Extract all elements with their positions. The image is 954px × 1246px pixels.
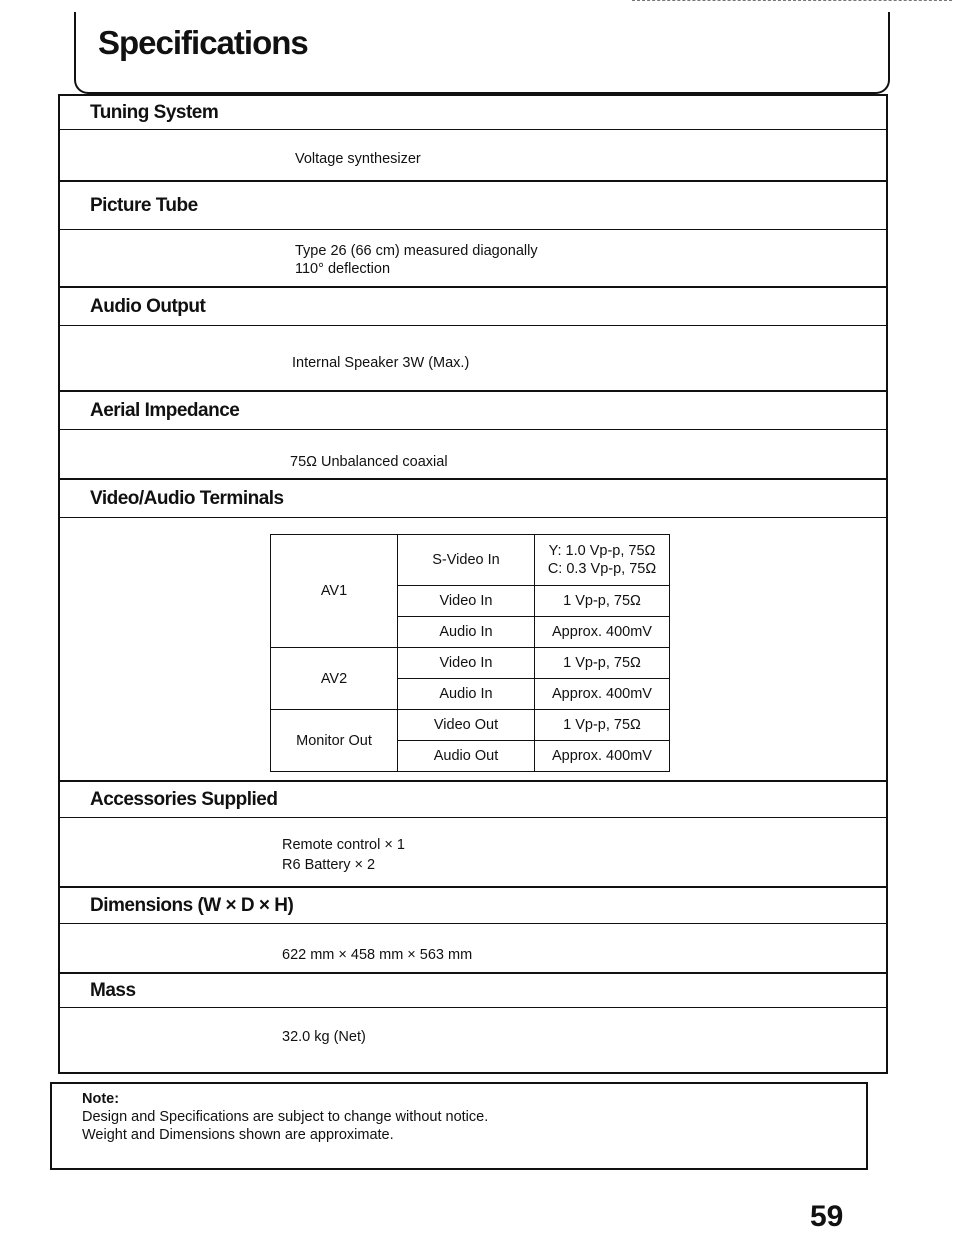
picture-tube-deflection: 110° deflection bbox=[295, 261, 391, 277]
note-label: Note: bbox=[82, 1091, 120, 1107]
av1-audio-in-label: Audio In bbox=[398, 617, 535, 648]
note-box bbox=[50, 1082, 868, 1170]
tuning-system-value: Voltage synthesizer bbox=[295, 151, 421, 167]
note-line-weight: Weight and Dimensions shown are approximate. bbox=[82, 1127, 394, 1143]
accessory-remote-control: Remote control × 1 bbox=[282, 837, 405, 853]
svideo-c-value: C: 0.3 Vp-p, 75Ω bbox=[547, 561, 657, 577]
table-row bbox=[271, 710, 670, 741]
monitor-video-out-label: Video Out bbox=[398, 710, 535, 741]
monitor-video-out-value: 1 Vp-p, 75Ω bbox=[535, 710, 670, 741]
heading-picture-tube: Picture Tube bbox=[60, 180, 886, 230]
monitor-out-label: Monitor Out bbox=[271, 710, 398, 772]
dimensions-value: 622 mm × 458 mm × 563 mm bbox=[282, 947, 473, 963]
av2-label: AV2 bbox=[271, 648, 398, 710]
svideo-y-value: Y: 1.0 Vp-p, 75Ω bbox=[548, 543, 656, 559]
heading-mass: Mass bbox=[60, 972, 886, 1008]
aerial-impedance-value: 75Ω Unbalanced coaxial bbox=[290, 454, 448, 470]
heading-video-audio-terminals: Video/Audio Terminals bbox=[60, 478, 886, 518]
table-row bbox=[271, 535, 670, 586]
av1-audio-in-value: Approx. 400mV bbox=[535, 617, 670, 648]
heading-tuning-system: Tuning System bbox=[60, 94, 886, 130]
picture-tube-size: Type 26 (66 cm) measured diagonally bbox=[295, 243, 538, 259]
specifications-box bbox=[58, 94, 888, 1074]
heading-accessories-supplied: Accessories Supplied bbox=[60, 780, 886, 818]
av1-svideo-in-value bbox=[535, 535, 670, 586]
heading-audio-output: Audio Output bbox=[60, 286, 886, 326]
heading-aerial-impedance: Aerial Impedance bbox=[60, 390, 886, 430]
av1-video-in-label: Video In bbox=[398, 586, 535, 617]
page-title: Specifications bbox=[98, 24, 308, 61]
heading-dimensions: Dimensions (W × D × H) bbox=[60, 886, 886, 924]
monitor-audio-out-value: Approx. 400mV bbox=[535, 741, 670, 772]
monitor-audio-out-label: Audio Out bbox=[398, 741, 535, 772]
audio-output-value: Internal Speaker 3W (Max.) bbox=[292, 355, 470, 371]
av2-audio-in-value: Approx. 400mV bbox=[535, 679, 670, 710]
note-line-design: Design and Specifications are subject to change without notice. bbox=[82, 1109, 489, 1125]
table-row bbox=[271, 648, 670, 679]
terminals-table bbox=[270, 534, 670, 772]
mass-value: 32.0 kg (Net) bbox=[282, 1029, 366, 1045]
av2-video-in-value: 1 Vp-p, 75Ω bbox=[535, 648, 670, 679]
accessory-battery: R6 Battery × 2 bbox=[282, 857, 376, 873]
page-number: 59 bbox=[810, 1200, 844, 1233]
av1-video-in-value: 1 Vp-p, 75Ω bbox=[535, 586, 670, 617]
av2-video-in-label: Video In bbox=[398, 648, 535, 679]
av1-svideo-in-label: S-Video In bbox=[398, 535, 535, 586]
av2-audio-in-label: Audio In bbox=[398, 679, 535, 710]
top-edge-rule bbox=[632, 0, 952, 1]
av1-label: AV1 bbox=[271, 535, 398, 648]
